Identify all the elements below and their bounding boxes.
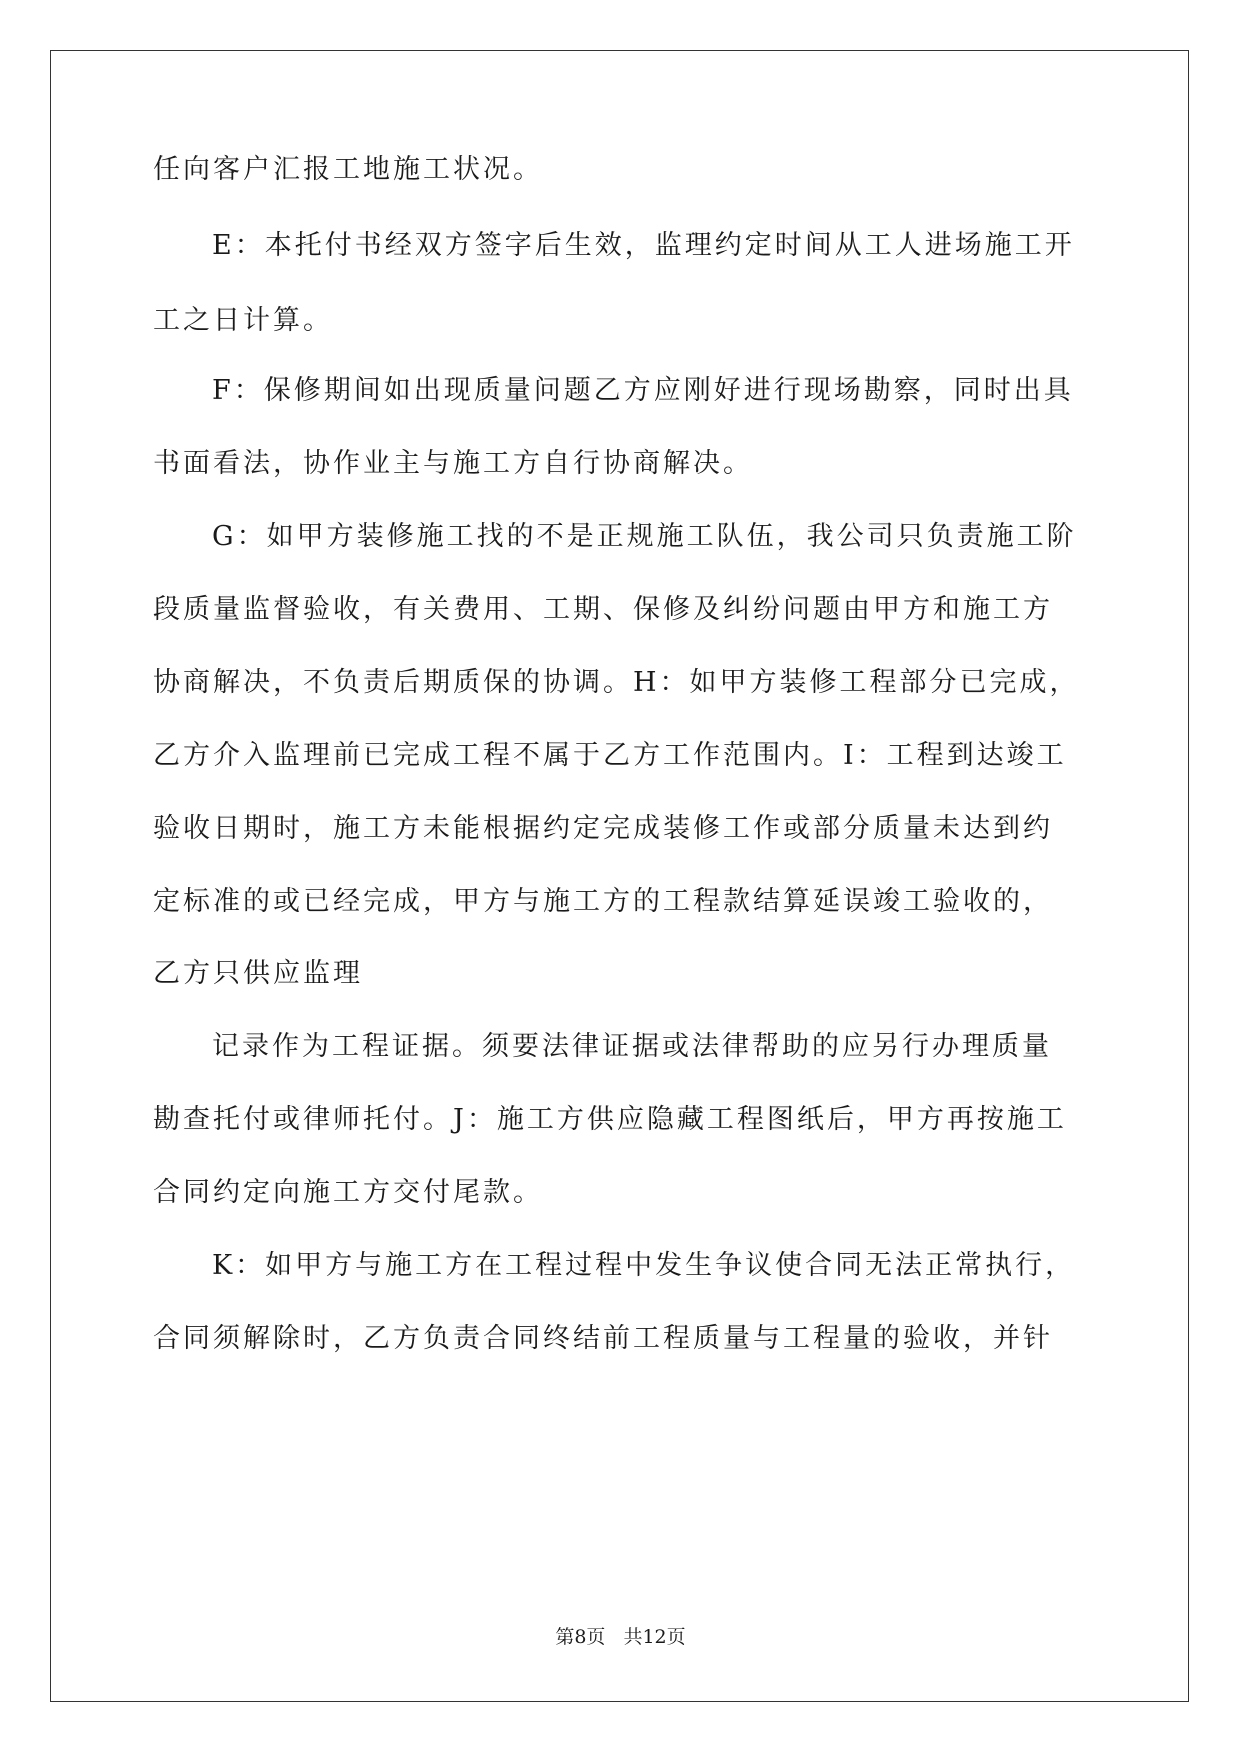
paragraph-record-line-3: 合同约定向施工方交付尾款。 bbox=[153, 1177, 543, 1208]
paragraph-e-line-1: E：本托付书经双方签字后生效，监理约定时间从工人进场施工开 bbox=[212, 230, 1075, 261]
paragraph-k-line-1: K：如甲方与施工方在工程过程中发生争议使合同无法正常执行， bbox=[212, 1250, 1076, 1281]
paragraph-g-line-1: G：如甲方装修施工找的不是正规施工队伍，我公司只负责施工阶 bbox=[212, 521, 1077, 552]
paragraph-g-line-5: 验收日期时，施工方未能根据约定完成装修工作或部分质量未达到约 bbox=[153, 813, 1053, 844]
page-number: 第8页 bbox=[555, 1626, 606, 1648]
paragraph-f-line-1: F：保修期间如出现质量问题乙方应刚好进行现场勘察，同时出具 bbox=[212, 375, 1074, 406]
text-line: 任向客户汇报工地施工状况。 bbox=[153, 154, 543, 185]
paragraph-g-line-6: 定标准的或已经完成，甲方与施工方的工程款结算延误竣工验收的， bbox=[153, 886, 1053, 917]
paragraph-g-line-7: 乙方只供应监理 bbox=[153, 958, 363, 989]
page-footer bbox=[0, 1622, 1241, 1649]
page-border bbox=[50, 50, 1189, 1702]
paragraph-f-line-2: 书面看法，协作业主与施工方自行协商解决。 bbox=[153, 448, 753, 479]
page-total: 共12页 bbox=[623, 1626, 686, 1648]
paragraph-e-line-2: 工之日计算。 bbox=[153, 305, 333, 336]
paragraph-g-line-2: 段质量监督验收，有关费用、工期、保修及纠纷问题由甲方和施工方 bbox=[153, 594, 1053, 625]
paragraph-g-line-3: 协商解决，不负责后期质保的协调。H：如甲方装修工程部分已完成， bbox=[153, 667, 1080, 698]
paragraph-record-line-2: 勘查托付或律师托付。J：施工方供应隐藏工程图纸后，甲方再按施工 bbox=[153, 1104, 1067, 1135]
paragraph-k-line-2: 合同须解除时，乙方负责合同终结前工程质量与工程量的验收，并针 bbox=[153, 1323, 1053, 1354]
paragraph-record-line-1: 记录作为工程证据。须要法律证据或法律帮助的应另行办理质量 bbox=[212, 1031, 1052, 1062]
paragraph-g-line-4: 乙方介入监理前已完成工程不属于乙方工作范围内。I：工程到达竣工 bbox=[153, 740, 1067, 771]
